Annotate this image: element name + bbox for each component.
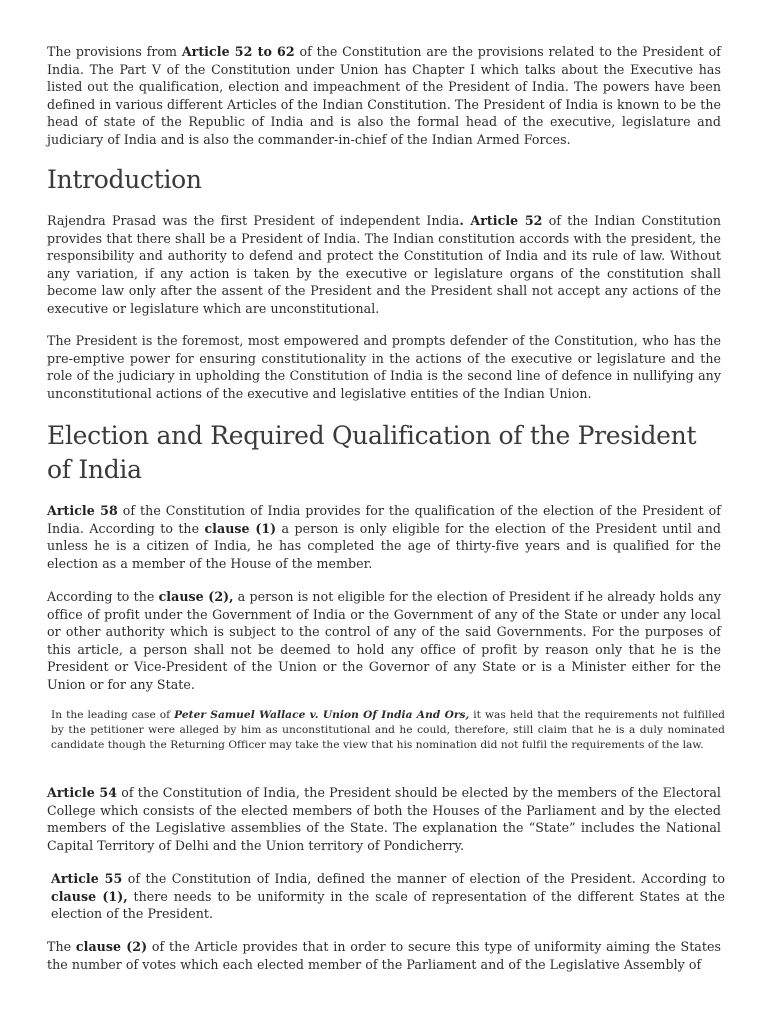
article-54-paragraph — [47, 784, 721, 854]
text: it was held that the requirements not fulfilled by the petitioner were alleged by him as unconstitutional and he could, therefore, still claim that he is a duly nominated candidate though the Returning Officer may take the view that his nomination did not fulfil the requirements of the law. — [51, 709, 725, 751]
article-ref: Article 58 — [47, 503, 118, 518]
introduction-paragraph-1 — [47, 212, 721, 317]
text: of the Constitution of India, defined the manner of election of the President. According to — [122, 871, 725, 886]
article-ref: Article 55 — [51, 871, 123, 886]
text: of the Article provides that in order to secure this type of uniformity aiming the States the number of votes which each elected member of the Parliament and of the Legislative Assembly of — [47, 939, 721, 972]
text: The provisions from — [47, 44, 182, 59]
introduction-heading: Introduction — [47, 165, 202, 194]
text: a person is only eligible for the election of the President until and unless he is a citizen of India, he has completed the age of thirty-five years and is qualified for the election as a member of the House of the member. — [47, 520, 722, 571]
text: of the Indian Constitution provides that there shall be a President of India. The Indian constitution accords with the president, the responsibility and authority to defend and protect the Constitution of India and its rule of law. Without any variation, if any action is taken by the executive or legislature organs of the constitution shall become law only after the assent of the President and the President shall not accept any actions of the executive or legislature which are unconstitutional. — [47, 213, 721, 316]
article-55-paragraph — [47, 870, 725, 923]
article-58-paragraph — [47, 502, 721, 572]
clause-ref: clause (2) — [75, 939, 148, 954]
text: of the Constitution of India, the President should be elected by the members of the Electoral College which consists of the elected members of both the Houses of the Parliament and by the elected members of the Legislative assemblies of the State. The explanation the “State” includes the National Capital Territory of Delhi and the Union territory of Pondicherry. — [47, 785, 721, 853]
clause-ref: clause (2), — [158, 589, 234, 604]
text: Rajendra Prasad was the first President of independent India — [47, 213, 460, 228]
text: there needs to be uniformity in the scale of representation of the different States at the election of the President. — [51, 888, 726, 921]
text: In the leading case of — [51, 709, 175, 721]
text: a person is not eligible for the election of President if he already holds any office of profit under the Government of India or the Government of any of the State or under any local or other authority which is subject to the control of any of the said Governments. For the purposes of this article, a person shall not be deemed to hold any office of profit by reason only that he is the President or Vice-President of the Union or the Governor of any State or is a Minister either for the Union or for any State. — [47, 589, 721, 692]
text: of the Constitution are the provisions related to the President of India. The Part V of the Constitution under Union has Chapter I which talks about the Executive has listed out the qualification, election and impeachment of the President of India. The powers have been defined in various different Articles of the Indian Constitution. The President of India is known to be the head of state of the Republic of India and is also the formal head of the executive, legislature and judiciary of India and is also the commander-in-chief of the Indian Armed Forces. — [47, 44, 721, 147]
clause-ref: clause (1) — [204, 520, 277, 536]
case-name: Peter Samuel Wallace v. Union Of India And Ors, — [174, 709, 470, 721]
text: of the Constitution of India provides for the qualification of the election of the President of India. According to the — [47, 503, 721, 536]
case-law-paragraph — [47, 708, 725, 753]
clause-2-paragraph — [47, 588, 721, 693]
article-ref: . Article 52 — [459, 213, 543, 228]
text: The — [47, 939, 76, 954]
election-heading: Election and Required Qualification of the President of India — [47, 421, 697, 484]
article-ref: Article 52 to 62 — [181, 44, 295, 59]
text: According to the — [47, 589, 159, 604]
article-ref: Article 54 — [47, 785, 118, 800]
intro-paragraph — [47, 43, 721, 148]
clause-ref: clause (1), — [51, 888, 128, 904]
article-55-clause-2-paragraph — [47, 938, 721, 973]
introduction-paragraph-2: The President is the foremost, most empowered and prompts defender of the Constitution, who has the pre-emptive power for ensuring constitutionality in the actions of the executive or legislature and the role of the judiciary in upholding the Constitution of India is the second line of defence in nullifying any unconstitutional actions of the executive and legislative entities of the Indian Union. — [47, 333, 721, 401]
